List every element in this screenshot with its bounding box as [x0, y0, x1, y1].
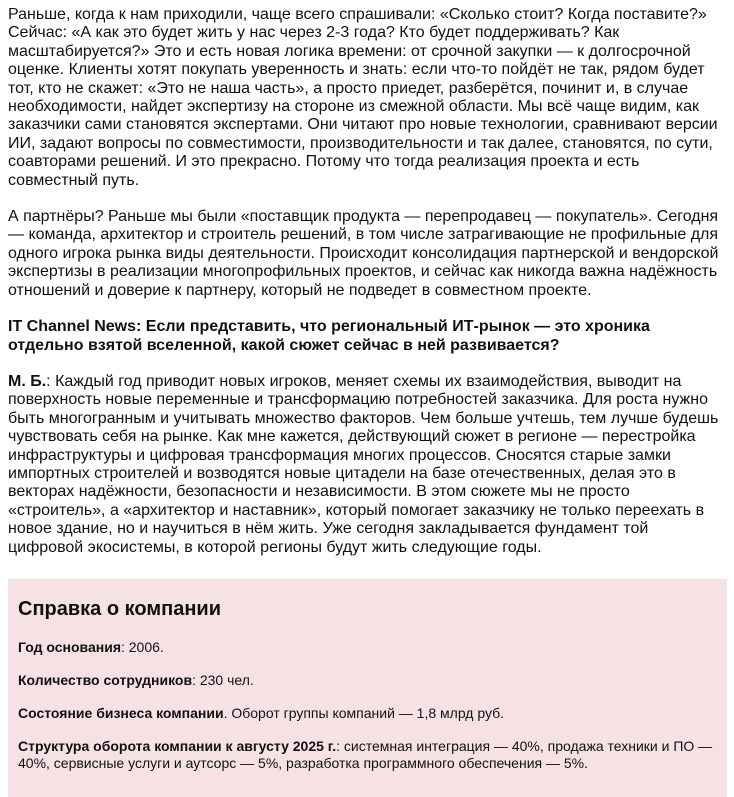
interview-answer [8, 373, 726, 557]
item-value: : 2006. [120, 638, 164, 655]
company-info-item-employees [18, 672, 717, 689]
item-label: Состояние бизнеса компании [18, 704, 224, 721]
company-info-item-founded [18, 639, 717, 656]
paragraph-clients: Раньше, когда к нам приходили, чаще всего спрашивали: «Сколько стоит? Когда поставите?» Сейчас: «А как это будет жить у нас через 2-3 года? Кто будет поддерживать? Как масштабируется?» Это и есть новая логика времени: от срочной закупки — к долгосрочной оценке. Клиенты хотят покупать уверенность и знать: если что-то пойдёт не так, рядом будет тот, кто не скажет: «Это не наша часть», а просто приедет, разберётся, починит и, в случае необходимости, найдет экспертизу на стороне из смежной области. Мы всё чаще видим, как заказчики сами становятся экспертами. Они читают про новые технологии, сравнивают версии ИИ, задают вопросы по совместимости, производительности и так далее, становятся, по сути, соавторами решений. И это прекрасно. Потому что тогда реализация проекта и есть совместный путь. [8, 6, 718, 189]
item-value: : системная интеграция — 40%, продажа техники и ПО — 40%, сервисные услуги и аутсорс — 5%, разработка программного обеспечения — 5%. [18, 737, 713, 771]
company-info-box [8, 579, 727, 797]
item-label: Год основания [18, 638, 121, 655]
company-info-title: Справка о компании [18, 597, 221, 620]
answer-text: : Каждый год приводит новых игроков, меняет схемы их взаимодействия, выводит на поверхность новые переменные и трансформацию потребностей заказчика. Для роста нужно быть многогранным и учитывать множество факторов. Чем больше учтешь, тем лучше будешь чувствовать себя на рынке. Как мне кажется, действующий сюжет в регионе — перестройка инфраструктуры и цифровая трансформация многих процессов. Сносятся старые замки импортных строителей и возводятся новые цитадели на базе отечественных, делая это в векторах надёжности, безопасности и независимости. В этом сюжете мы не просто «строитель», а «архитектор и наставник», который помогает заказчику не только переехать в новое здание, но и научиться в нём жить. Уже сегодня закладывается фундамент той цифровой экосистемы, в которой регионы будут жить следующие годы. [8, 372, 719, 556]
item-value: : 230 чел. [192, 671, 254, 688]
item-label: Количество сотрудников [18, 671, 193, 688]
interview-question: IT Channel News: Если представить, что региональный ИТ-рынок — это хроника отдельно взятой вселенной, какой сюжет сейчас в ней развивается? [8, 318, 650, 354]
company-info-item-business-state [18, 705, 717, 722]
paragraph-partners: А партнёры? Раньше мы были «поставщик продукта — перепродавец — покупатель». Сегодня — команда, архитектор и строитель решений, в том числе затрагивающие не профильные для одного игрока рынка виды деятельности. Происходит консолидация партнерской и вендорской экспертизы в реализации многопрофильных проектов, и сейчас как никогда важна надёжность отношений и доверие к партнеру, который не подведет в совместном проекте. [8, 208, 719, 299]
answer-speaker: М. Б. [8, 372, 47, 390]
item-label: Структура оборота компании к августу 2025 г. [18, 737, 337, 754]
company-info-item-revenue-structure [18, 738, 717, 772]
item-value: . Оборот группы компаний — 1,8 млрд руб. [223, 704, 505, 721]
